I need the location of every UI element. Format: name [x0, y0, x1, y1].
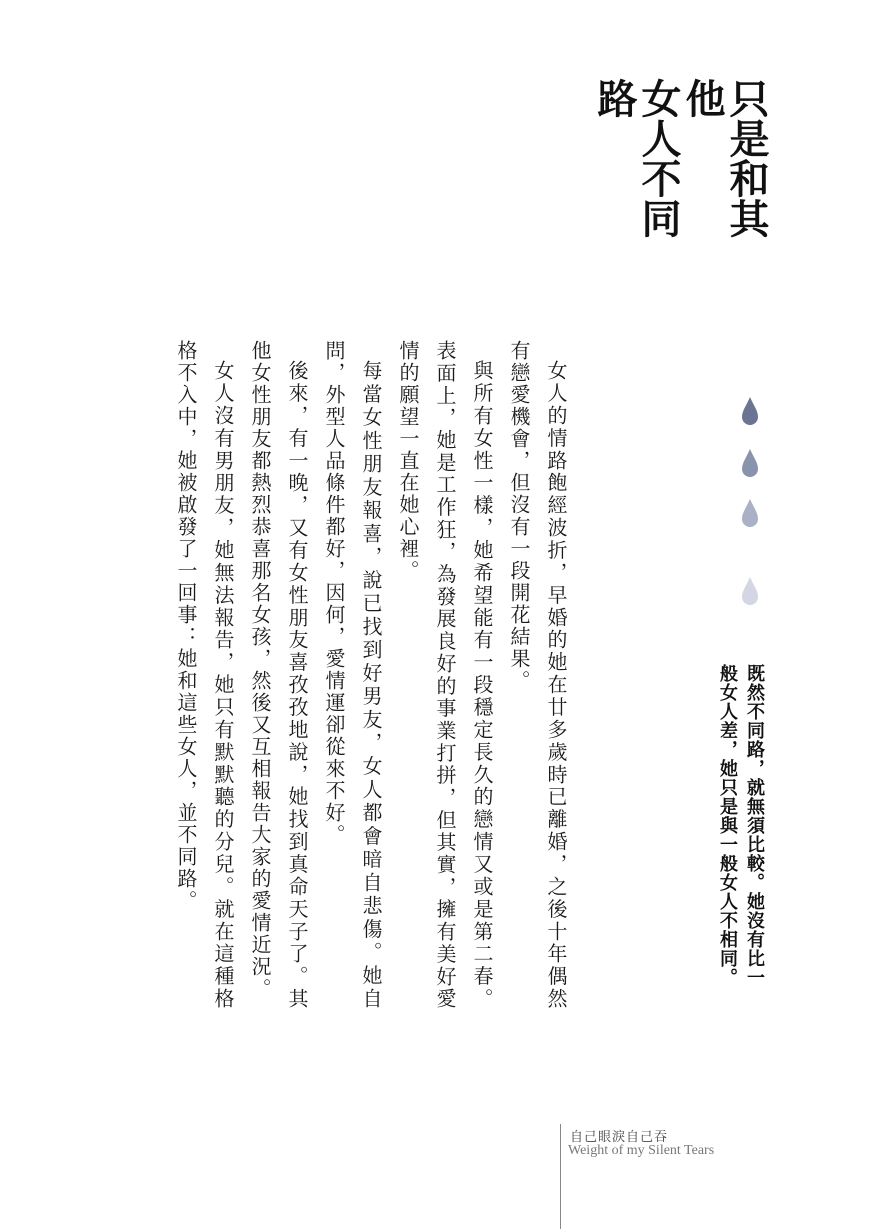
page-title: [592, 78, 768, 268]
body-paragraph-1: 女人的情路飽經波折，早婚的她在廿多歲時已離婚，之後十年偶然有戀愛機會，但沒有一段開花結果。: [507, 340, 568, 1010]
body-paragraph-4: 後來，有一晚，又有女性朋友喜孜孜地說，她找到真命天子了。其他女性朋友都熱烈恭喜那名女孩，然後又互相報告大家的愛情近況。: [248, 340, 309, 1010]
book-title-english: Weight of my Silent Tears: [568, 1143, 715, 1158]
title-line-1: 只是和其他: [679, 78, 769, 238]
title-line-2: 女人不同路: [591, 78, 681, 238]
pull-quote: 既然不同路，就無須比較。她沒有比一般女人差，她只是與一般女人不相同。: [717, 664, 765, 987]
footer-divider: [560, 1124, 561, 1229]
teardrop-decoration: [740, 396, 760, 616]
teardrop-icon: [740, 448, 760, 478]
teardrop-icon: [740, 576, 760, 606]
body-paragraph-5: 女人沒有男朋友，她無法報告，她只有默默聽的分兒。就在這種格格不入中，她被啟發了一回事：她和這些女人，並不同路。: [174, 340, 235, 1010]
body-paragraph-3: 每當女性朋友報喜，說已找到好男友，女人都會暗自悲傷。她自問，外型人品條件都好，因何，愛情運卻從來不好。: [322, 340, 383, 1010]
body-paragraph-2: 與所有女性一樣，她希望能有一段穩定長久的戀情又或是第二春。表面上，她是工作狂，為發展良好的事業打拼，但其實，擁有美好愛情的願望一直在她心裡。: [396, 340, 494, 1010]
book-title-chinese: 自己眼淚自己吞: [570, 1130, 669, 1145]
teardrop-icon: [740, 498, 760, 528]
teardrop-icon: [740, 396, 760, 426]
body-text: [124, 340, 574, 1010]
